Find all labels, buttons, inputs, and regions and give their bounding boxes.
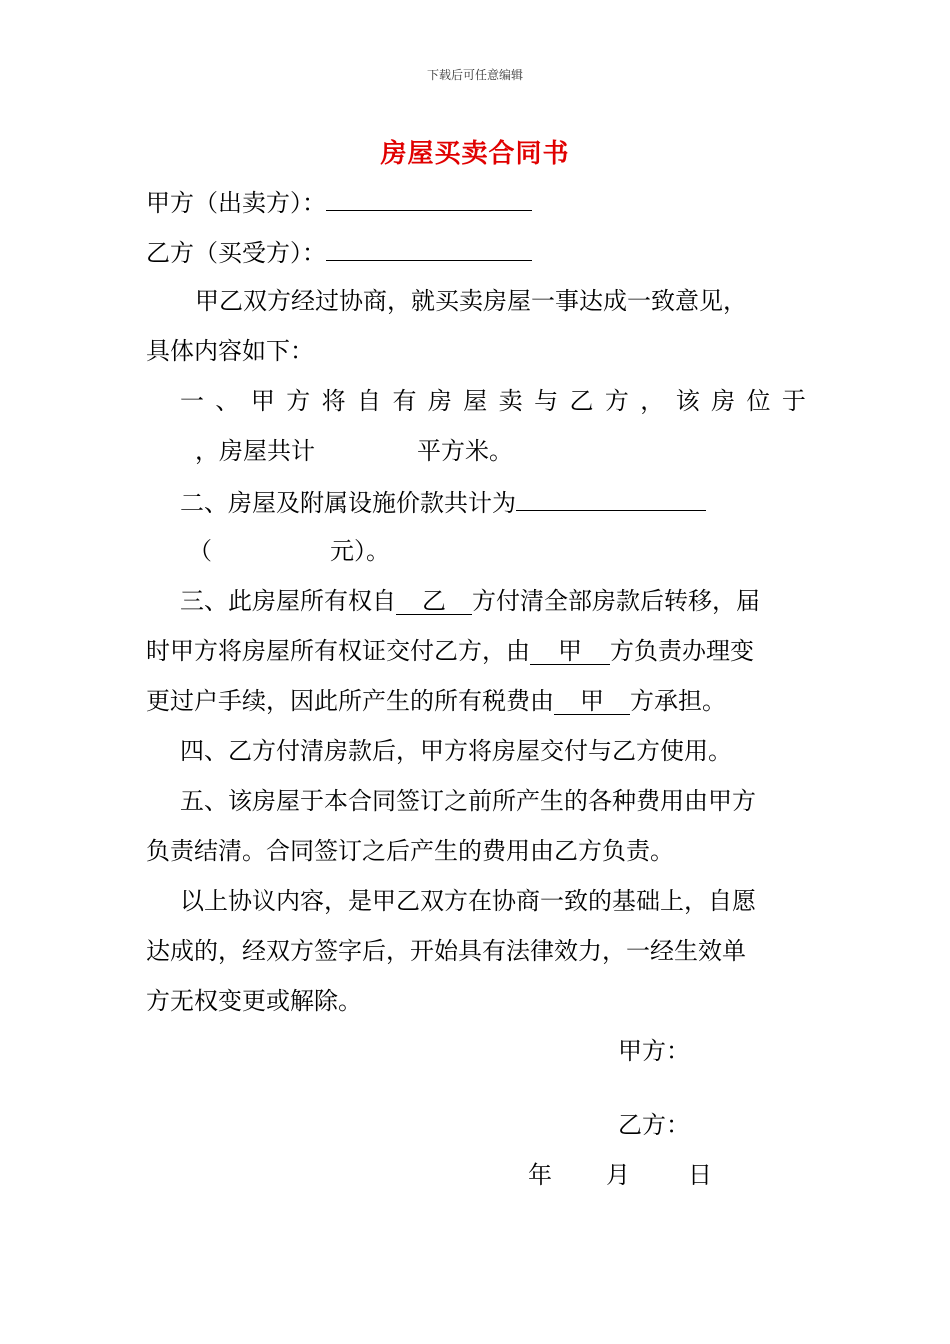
clause-3-fill-2: 甲 [530, 638, 610, 665]
clause-1-area-suffix: 平方米。 [417, 437, 513, 465]
party-a-line [146, 186, 532, 218]
clause-2-line-2 [188, 536, 390, 566]
clause-1-char: 一 [180, 387, 204, 415]
signature-party-a: 甲方： [618, 1037, 690, 1065]
clause-1-char: 甲 [250, 387, 275, 415]
date-month: 月 [606, 1161, 630, 1189]
clause-3-fill-1: 乙 [396, 588, 472, 615]
clause-1-char: 方 [604, 387, 629, 415]
clause-4: 四、乙方付清房款后，甲方将房屋交付与乙方使用。 [180, 737, 732, 765]
clause-3-fill-3: 甲 [554, 688, 630, 715]
party-b-line [146, 236, 532, 268]
clause-1-area-prefix: ，房屋共计 [195, 437, 315, 465]
clause-2-price-blank [516, 486, 706, 511]
header-note: 下载后可任意编辑 [426, 68, 523, 82]
party-a-label: 甲方（出卖方）： [146, 189, 326, 217]
clause-3-text-f: 方承担。 [630, 687, 726, 715]
clause-3-text-e: 更过户手续，因此所产生的所有税费由 [146, 687, 554, 715]
clause-1-char: 房 [711, 387, 736, 415]
clause-3-text-b: 方付清全部房款后转移，届 [472, 587, 760, 615]
closing-line-3: 方无权变更或解除。 [146, 987, 362, 1015]
clause-1-char: 乙 [569, 387, 594, 415]
party-b-blank [326, 236, 532, 261]
clause-1-char: 房 [427, 387, 452, 415]
clause-3-text-c: 时甲方将房屋所有权证交付乙方，由 [146, 637, 530, 665]
date-day: 日 [688, 1161, 712, 1189]
clause-3-line-2 [146, 636, 754, 666]
clause-1-char: 卖 [498, 387, 523, 415]
clause-2-line-1 [180, 486, 706, 518]
clause-1-line-1 [180, 386, 806, 416]
signature-party-b: 乙方： [618, 1111, 690, 1139]
clause-2-currency: 元）。 [330, 537, 390, 565]
clause-1-char: 屋 [463, 387, 488, 415]
clause-1-line-2 [195, 436, 513, 466]
clause-3-line-3 [146, 686, 726, 716]
closing-line-1: 以上协议内容，是甲乙双方在协商一致的基础上，自愿 [180, 887, 756, 915]
signature-date [528, 1160, 712, 1190]
clause-1-char: 与 [534, 387, 559, 415]
document-title: 房屋买卖合同书 [380, 139, 570, 169]
clause-1-char: 自 [357, 387, 382, 415]
clause-3-line-1 [180, 586, 760, 616]
closing-line-2: 达成的，经双方签字后，开始具有法律效力，一经生效单 [146, 937, 746, 965]
clause-1-char: 方 [286, 387, 311, 415]
clause-1-char: 位 [746, 387, 771, 415]
clause-3-text-d: 方负责办理变 [610, 637, 754, 665]
clause-5-line-1: 五、该房屋于本合同签订之前所产生的各种费用由甲方 [180, 787, 756, 815]
clause-3-text-a: 三、此房屋所有权自 [180, 587, 396, 615]
party-a-blank [326, 186, 532, 211]
clause-2-paren-open: （ [188, 537, 212, 565]
clause-1-char: 有 [392, 387, 417, 415]
intro-line-1: 甲乙双方经过协商，就买卖房屋一事达成一致意见， [195, 287, 747, 315]
party-b-label: 乙方（买受方）： [146, 239, 326, 267]
clause-1-char: 于 [781, 387, 806, 415]
clause-1-char: 该 [675, 387, 700, 415]
clause-2-price-label: 二、房屋及附属设施价款共计为 [180, 489, 516, 517]
intro-line-2: 具体内容如下： [146, 337, 314, 365]
clause-5-line-2: 负责结清。合同签订之后产生的费用由乙方负责。 [146, 837, 674, 865]
clause-1-char: 将 [321, 387, 346, 415]
clause-1-char: 、 [215, 387, 240, 415]
clause-1-char: ， [640, 387, 665, 415]
date-year: 年 [528, 1161, 552, 1189]
